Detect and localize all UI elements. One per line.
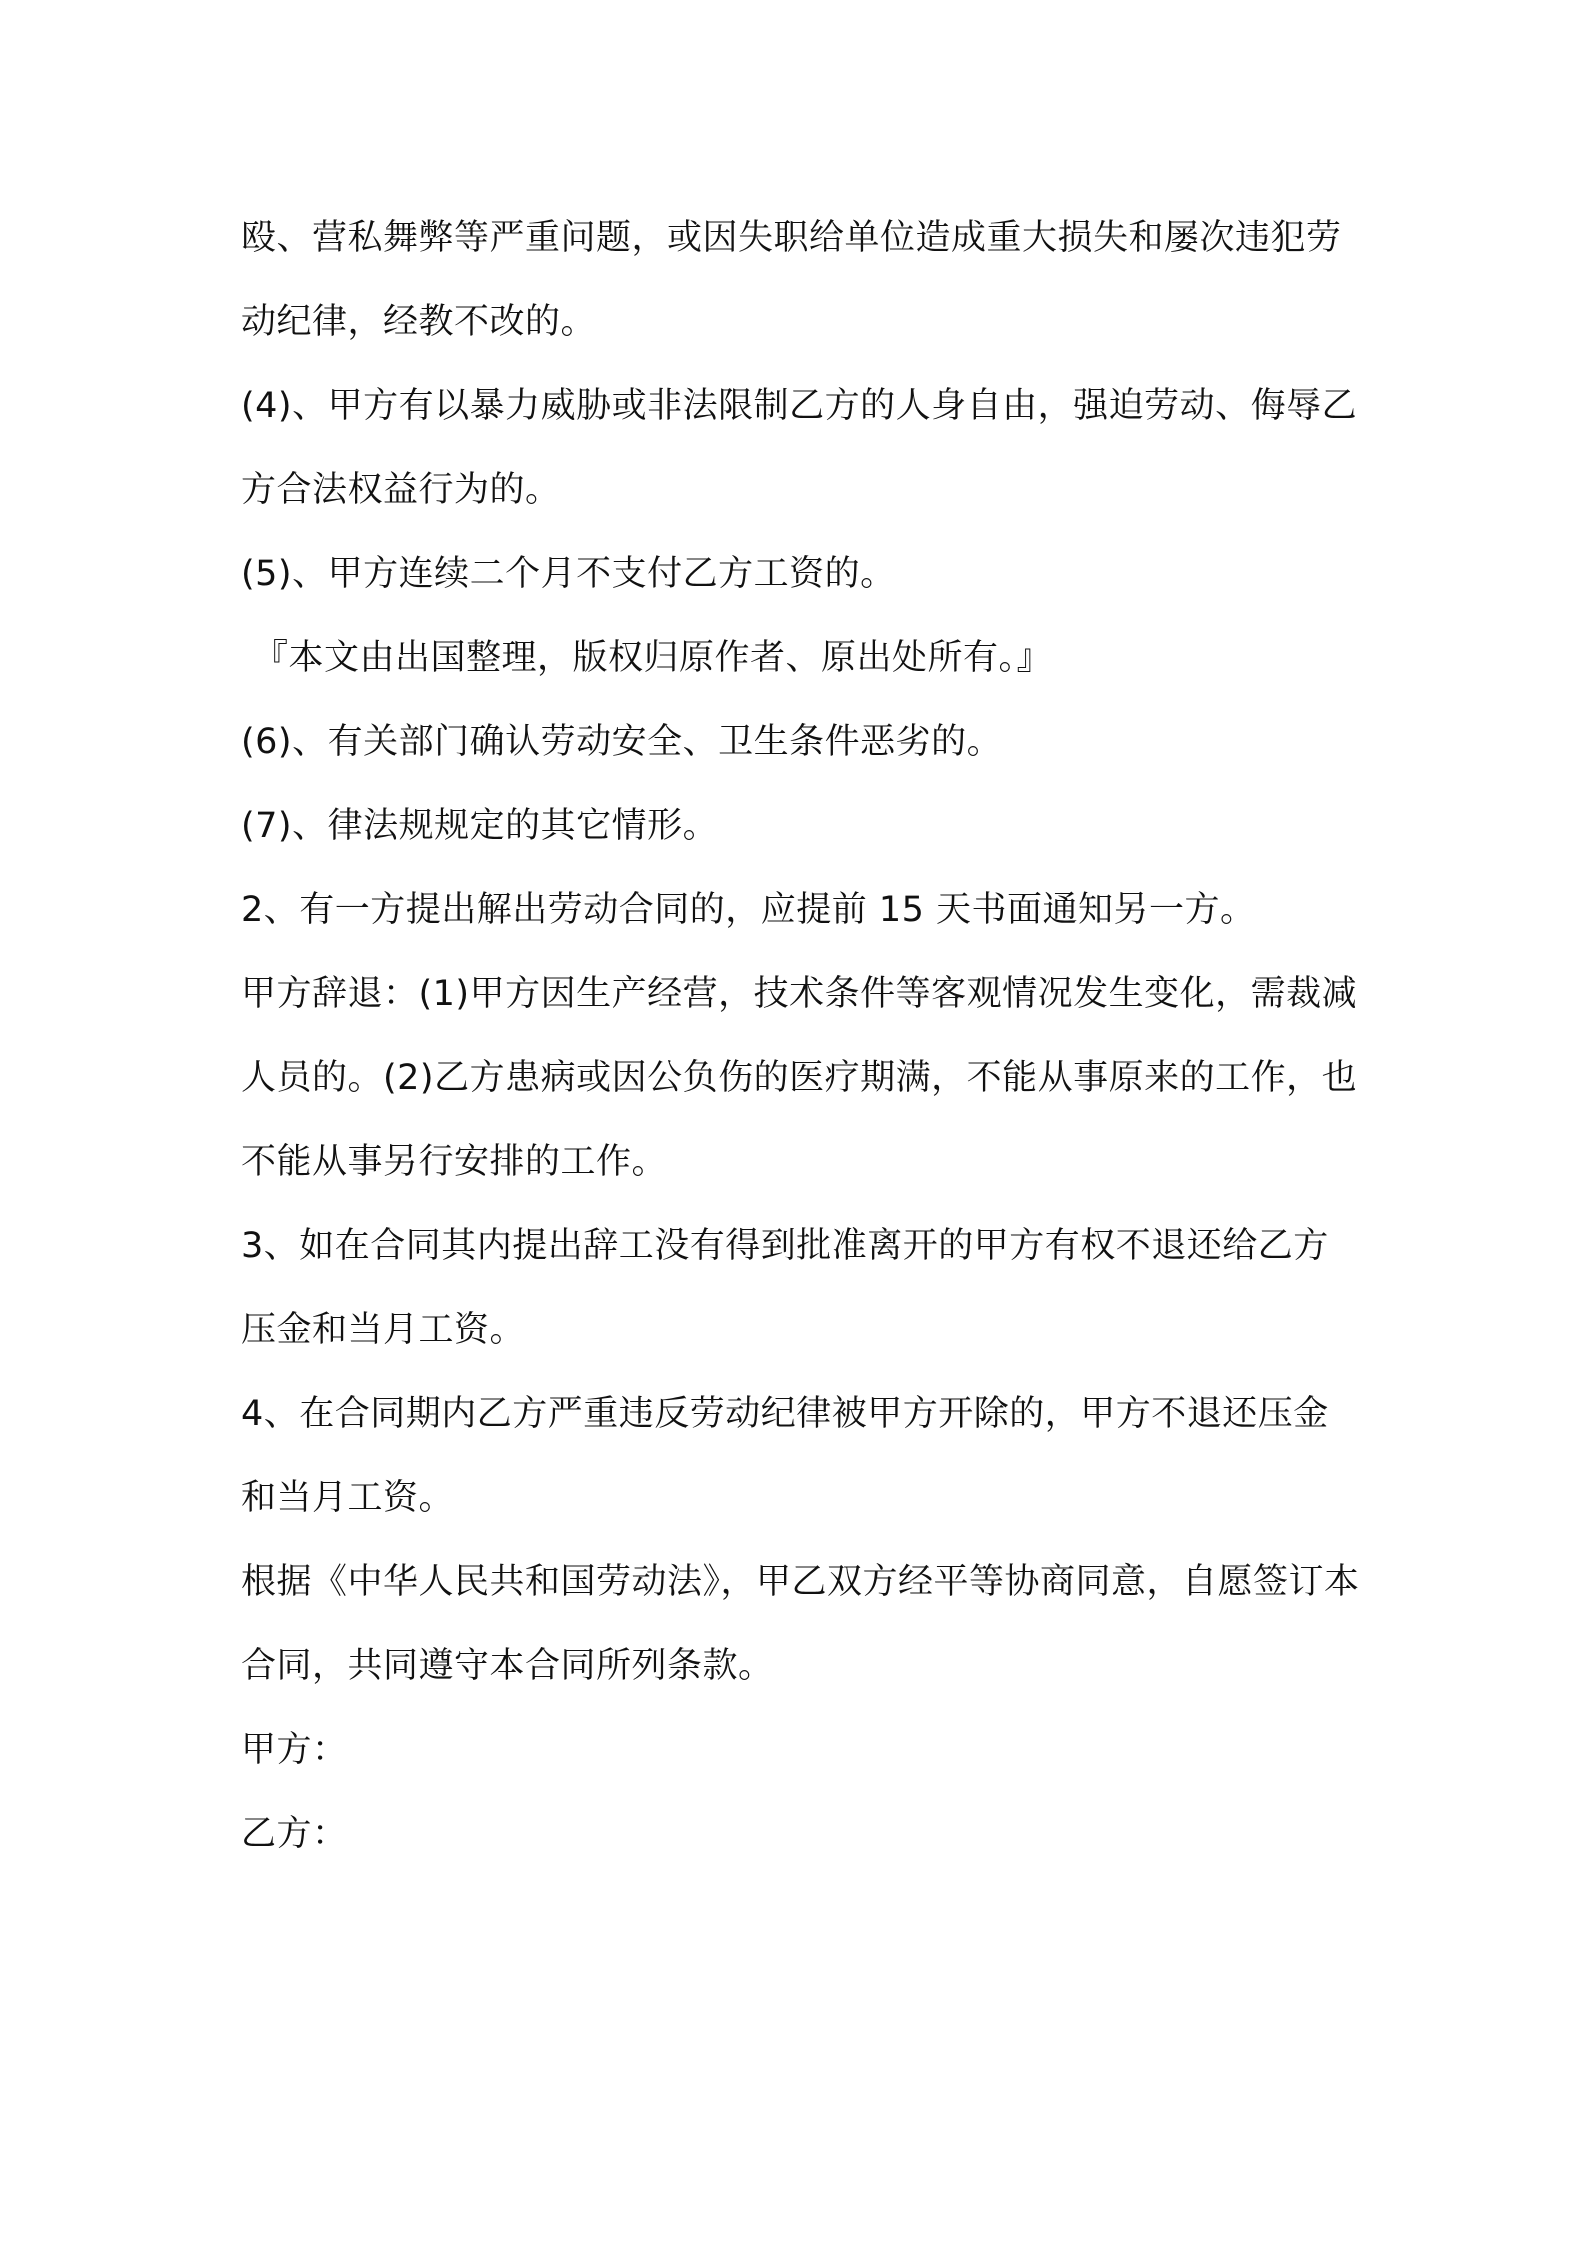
paragraph-clause-4: (4)、甲方有以暴力威胁或非法限制乙方的人身自由，强迫劳动、侮辱乙方合法权益行为的。 (241, 386, 1358, 510)
party-b-signature-line: 乙方： (241, 1814, 348, 1854)
paragraph-agreement: 根据《中华人民共和国劳动法》，甲乙双方经平等协商同意，自愿签订本合同，共同遵守本合同所列条款。 (241, 1562, 1360, 1686)
copyright-notice: 『本文由出国整理，版权归原作者、原出处所有。』 (253, 638, 1053, 678)
document-body (241, 196, 1361, 1876)
paragraph-clause-6: (6)、有关部门确认劳动安全、卫生条件恶劣的。 (241, 722, 1003, 762)
party-a-signature-line: 甲方： (241, 1730, 348, 1770)
paragraph-section-4: 4、在合同期内乙方严重违反劳动纪律被甲方开除的，甲方不退还压金和当月工资。 (241, 1394, 1329, 1518)
paragraph-employer-dismissal: 甲方辞退：(1)甲方因生产经营，技术条件等客观情况发生变化，需裁减人员的。(2)乙方患病或因公负伤的医疗期满，不能从事原来的工作，也不能从事另行安排的工作。 (241, 974, 1358, 1182)
paragraph-clause-5: (5)、甲方连续二个月不支付乙方工资的。 (241, 554, 896, 594)
paragraph-clause-continuation: 殴、营私舞弊等严重问题，或因失职给单位造成重大损失和屡次违犯劳动纪律，经教不改的。 (241, 218, 1342, 342)
paragraph-section-3: 3、如在合同其内提出辞工没有得到批准离开的甲方有权不退还给乙方压金和当月工资。 (241, 1226, 1329, 1350)
paragraph-clause-7: (7)、律法规规定的其它情形。 (241, 806, 719, 846)
paragraph-section-2: 2、有一方提出解出劳动合同的，应提前 15 天书面通知另一方。 (241, 890, 1256, 930)
